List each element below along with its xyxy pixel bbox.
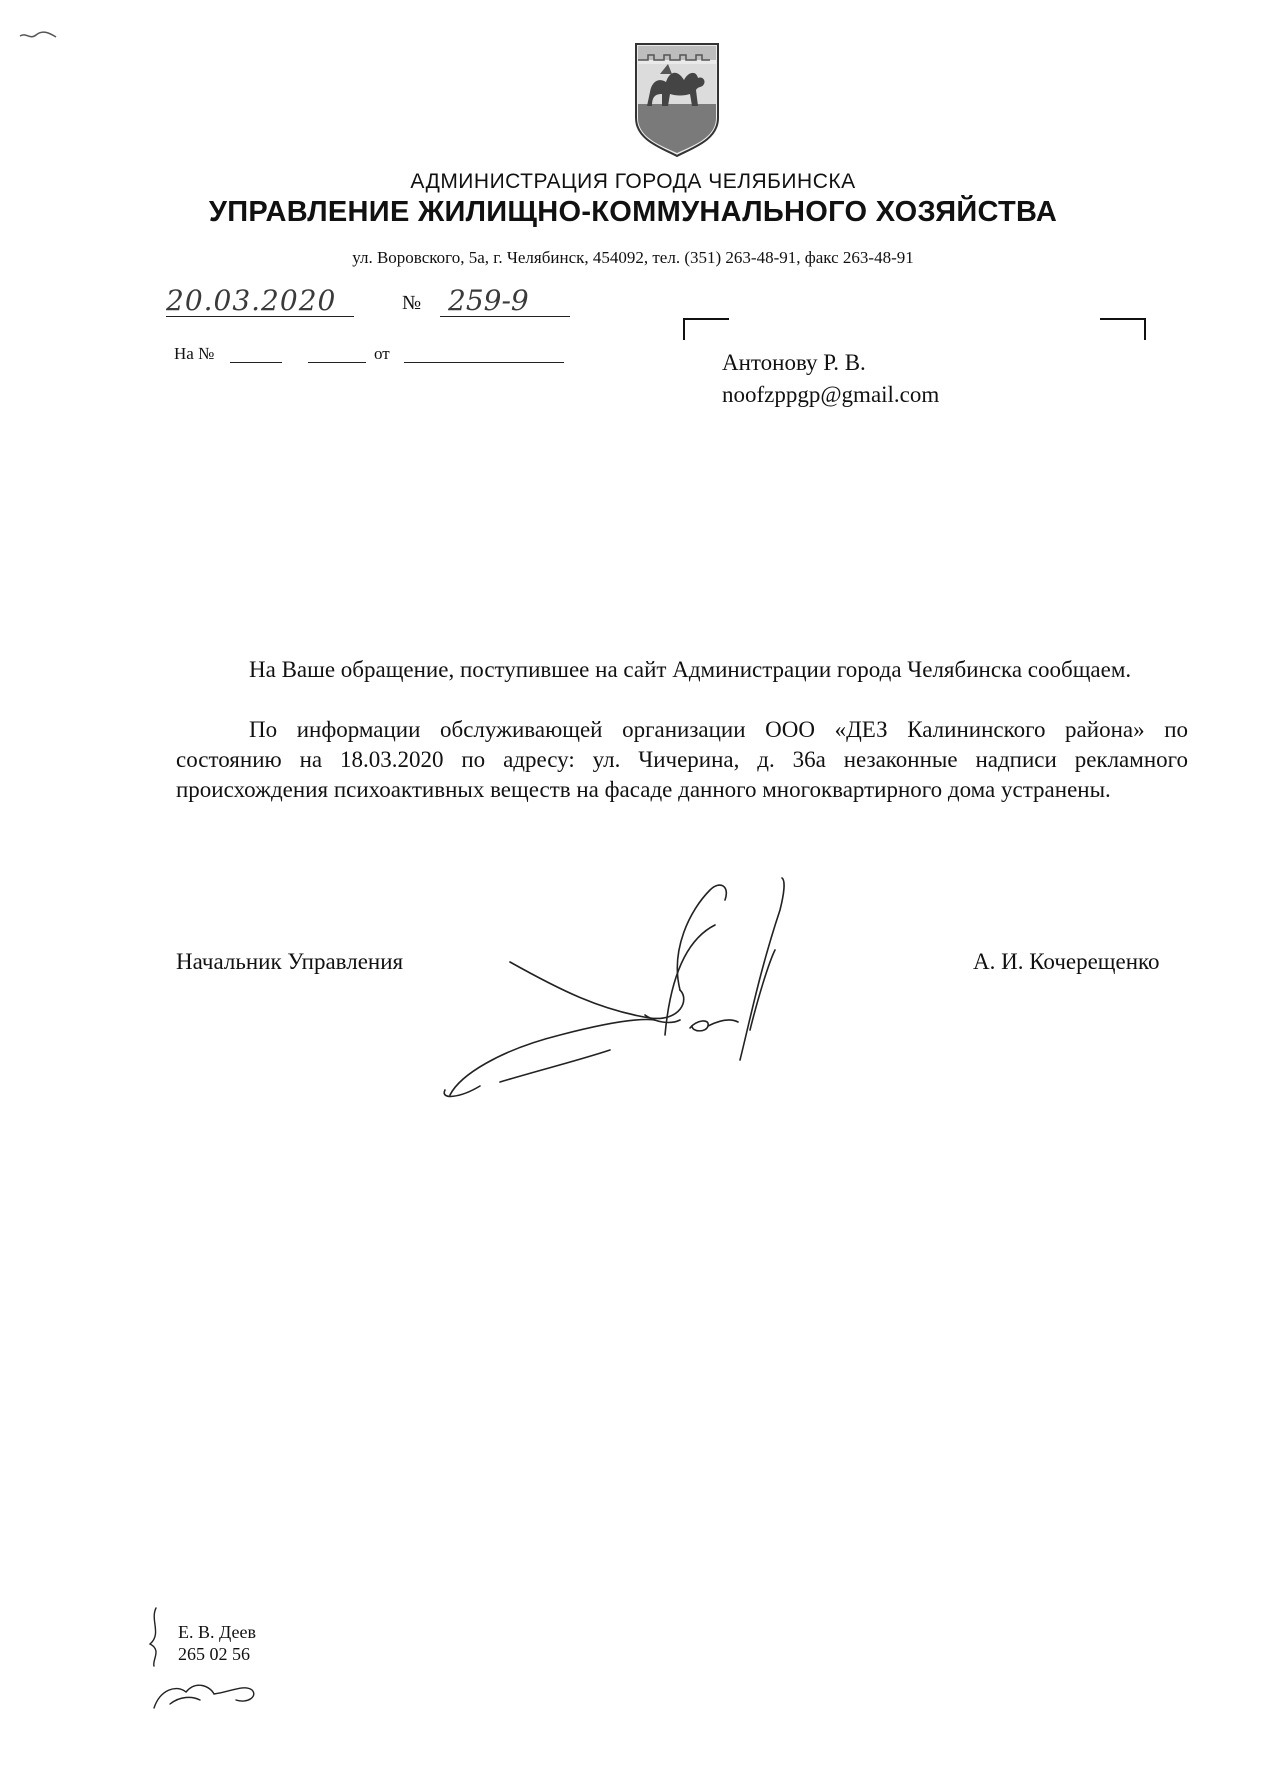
coat-of-arms-icon: [632, 40, 722, 158]
registration-number-label: №: [402, 292, 422, 314]
recipient-corner-left: [683, 318, 729, 340]
registration-date: 20.03.2020: [166, 284, 337, 317]
handwritten-signature: [440, 850, 840, 1100]
executor-phone: 265 02 56: [178, 1644, 250, 1664]
signer-position: Начальник Управления: [176, 949, 404, 974]
signer-name: А. И. Кочерещенко: [973, 949, 1160, 974]
department-name: УПРАВЛЕНИЕ ЖИЛИЩНО-КОММУНАЛЬНОГО ХОЗЯЙСТВА: [208, 196, 1058, 228]
executor-name: Е. В. Деев: [178, 1622, 256, 1642]
reply-number-blank: [230, 362, 282, 363]
reply-date-label: от: [374, 344, 390, 363]
body-paragraph: На Ваше обращение, поступившее на сайт Администрации города Челябинска сообщаем.: [249, 657, 1132, 682]
registration-number: 259-9: [448, 284, 529, 317]
department-address: ул. Воровского, 5а, г. Челябинск, 454092, тел. (351) 263-48-91, факс 263-48-91: [352, 248, 914, 267]
administration-name: АДМИНИСТРАЦИЯ ГОРОДА ЧЕЛЯБИНСКА: [410, 170, 856, 193]
recipient-email: noofzppgp@gmail.com: [722, 382, 940, 407]
recipient-corner-right: [1100, 318, 1146, 340]
scan-mark: [18, 28, 58, 42]
body-paragraph: По информации обслуживающей организации ООО «ДЕЗ Калининского района» по состоянию на 18.03.2020 по адресу: ул. Чичерина, д. 36а незаконные надписи рекламного происхождения психоактивных веществ на фасаде данного многоквартирного дома устранены.: [176, 717, 1188, 802]
recipient-name: Антонову Р. В.: [722, 350, 866, 375]
registration-number-underline: [440, 316, 570, 317]
registration-date-underline: [166, 316, 354, 317]
reply-date-blank: [404, 362, 564, 363]
reply-number-blank: [308, 362, 366, 363]
reply-number-label: На №: [174, 344, 215, 363]
